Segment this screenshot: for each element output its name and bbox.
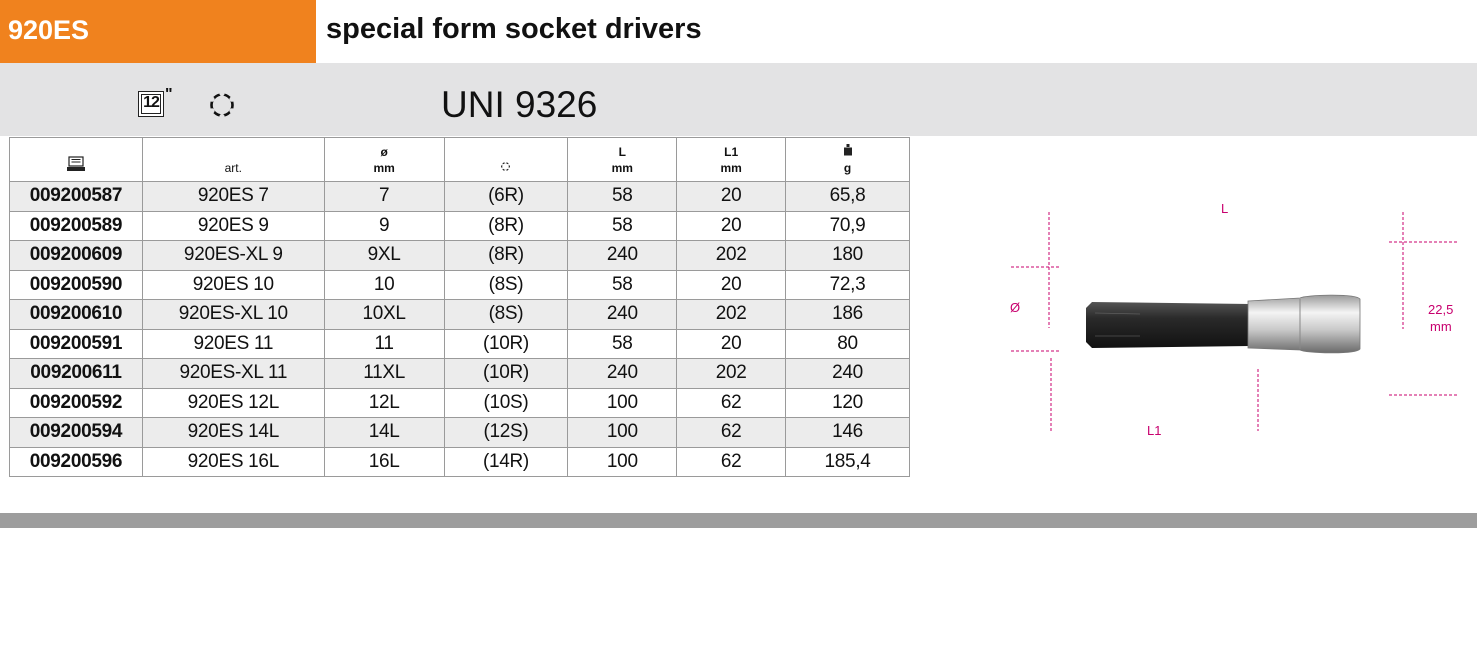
table-row xyxy=(10,211,910,241)
header-art-col xyxy=(142,138,324,182)
cell-profile: (8R) xyxy=(444,211,568,241)
cell-profile: (12S) xyxy=(444,418,568,448)
cell-weight: 240 xyxy=(786,359,910,389)
product-code: 920ES xyxy=(0,0,316,63)
cell-l1: 62 xyxy=(677,447,786,477)
cell-weight: 70,9 xyxy=(786,211,910,241)
cell-l1: 20 xyxy=(677,329,786,359)
cell-diameter: 11 xyxy=(324,329,444,359)
cell-length: 58 xyxy=(568,211,677,241)
cell-code: 009200611 xyxy=(10,359,143,389)
cell-profile: (14R) xyxy=(444,447,568,477)
table-row xyxy=(10,447,910,477)
inch-mark: " xyxy=(165,86,173,103)
cell-length: 58 xyxy=(568,182,677,212)
weight-icon xyxy=(843,144,853,156)
header-diameter-symbol: ø xyxy=(380,145,388,159)
cell-diameter: 9XL xyxy=(324,241,444,271)
torx-profile-icon xyxy=(207,90,237,120)
cell-length: 58 xyxy=(568,329,677,359)
cell-code: 009200596 xyxy=(10,447,143,477)
header-length-col xyxy=(568,138,677,182)
cell-l1: 62 xyxy=(677,388,786,418)
cell-profile: (10R) xyxy=(444,359,568,389)
cell-art: 920ES 14L xyxy=(142,418,324,448)
table-row xyxy=(10,359,910,389)
cell-profile: (6R) xyxy=(444,182,568,212)
cell-length: 240 xyxy=(568,241,677,271)
bottom-bar xyxy=(0,513,1477,528)
cell-weight: 185,4 xyxy=(786,447,910,477)
header-diameter-unit: mm xyxy=(373,161,395,175)
dim-label-L1: L1 xyxy=(1147,423,1162,438)
header-l1-unit: mm xyxy=(720,161,742,175)
header-length-symbol: L xyxy=(618,145,626,159)
cell-art: 920ES 10 xyxy=(142,270,324,300)
cell-diameter: 7 xyxy=(324,182,444,212)
cell-length: 100 xyxy=(568,388,677,418)
cell-weight: 180 xyxy=(786,241,910,271)
table-row xyxy=(10,241,910,271)
cell-weight: 72,3 xyxy=(786,270,910,300)
cell-length: 100 xyxy=(568,447,677,477)
cell-art: 920ES 7 xyxy=(142,182,324,212)
header-l1-col xyxy=(677,138,786,182)
table-row xyxy=(10,329,910,359)
header-weight-unit: g xyxy=(843,161,852,175)
cell-art: 920ES-XL 11 xyxy=(142,359,324,389)
table-row xyxy=(10,182,910,212)
cell-profile: (8R) xyxy=(444,241,568,271)
torx-profile-small-icon xyxy=(500,161,511,172)
header-art-label: art. xyxy=(224,161,242,175)
header-diameter-col xyxy=(324,138,444,182)
cell-weight: 80 xyxy=(786,329,910,359)
table-header-row xyxy=(10,138,910,182)
cell-length: 240 xyxy=(568,359,677,389)
cell-art: 920ES-XL 9 xyxy=(142,241,324,271)
cell-profile: (10R) xyxy=(444,329,568,359)
cell-profile: (8S) xyxy=(444,270,568,300)
dim-label-diameter: Ø xyxy=(1010,300,1021,315)
cell-code: 009200592 xyxy=(10,388,143,418)
table-row xyxy=(10,388,910,418)
cell-l1: 202 xyxy=(677,300,786,330)
technical-drawing xyxy=(1000,195,1477,445)
cell-diameter: 11XL xyxy=(324,359,444,389)
product-title: special form socket drivers xyxy=(326,13,702,45)
header-profile-col xyxy=(444,138,568,182)
dim-label-unit: mm xyxy=(1430,319,1452,334)
cell-code: 009200590 xyxy=(10,270,143,300)
table-row xyxy=(10,270,910,300)
cell-profile: (8S) xyxy=(444,300,568,330)
cell-code: 009200610 xyxy=(10,300,143,330)
header-code-col xyxy=(10,138,143,182)
standard-reference: UNI 9326 xyxy=(441,84,598,125)
cell-code: 009200594 xyxy=(10,418,143,448)
cell-code: 009200609 xyxy=(10,241,143,271)
table-row xyxy=(10,418,910,448)
drive-size-number: 12 xyxy=(143,94,159,111)
dim-label-value: 22,5 xyxy=(1428,302,1454,317)
cell-diameter: 10XL xyxy=(324,300,444,330)
cell-diameter: 16L xyxy=(324,447,444,477)
spec-table xyxy=(9,137,910,477)
cell-diameter: 10 xyxy=(324,270,444,300)
cell-art: 920ES 16L xyxy=(142,447,324,477)
cell-art: 920ES 12L xyxy=(142,388,324,418)
dim-label-L: L xyxy=(1221,201,1229,216)
cell-diameter: 14L xyxy=(324,418,444,448)
cell-art: 920ES 11 xyxy=(142,329,324,359)
cell-l1: 20 xyxy=(677,270,786,300)
cell-weight: 120 xyxy=(786,388,910,418)
cell-art: 920ES 9 xyxy=(142,211,324,241)
cell-l1: 20 xyxy=(677,211,786,241)
header-l1-symbol: L1 xyxy=(724,145,739,159)
cell-weight: 146 xyxy=(786,418,910,448)
cell-diameter: 9 xyxy=(324,211,444,241)
header-weight-col xyxy=(786,138,910,182)
cell-diameter: 12L xyxy=(324,388,444,418)
cell-code: 009200591 xyxy=(10,329,143,359)
cell-length: 58 xyxy=(568,270,677,300)
cell-l1: 62 xyxy=(677,418,786,448)
cell-length: 100 xyxy=(568,418,677,448)
cell-length: 240 xyxy=(568,300,677,330)
socket-body xyxy=(1248,295,1360,353)
square-drive-icon xyxy=(138,91,164,117)
bit-shaft xyxy=(1086,302,1250,348)
cell-weight: 186 xyxy=(786,300,910,330)
cell-profile: (10S) xyxy=(444,388,568,418)
header-length-unit: mm xyxy=(611,161,633,175)
cell-art: 920ES-XL 10 xyxy=(142,300,324,330)
table-row xyxy=(10,300,910,330)
cell-code: 009200589 xyxy=(10,211,143,241)
cell-l1: 20 xyxy=(677,182,786,212)
code-scanner-icon xyxy=(66,156,86,172)
cell-code: 009200587 xyxy=(10,182,143,212)
cell-l1: 202 xyxy=(677,359,786,389)
cell-weight: 65,8 xyxy=(786,182,910,212)
cell-l1: 202 xyxy=(677,241,786,271)
